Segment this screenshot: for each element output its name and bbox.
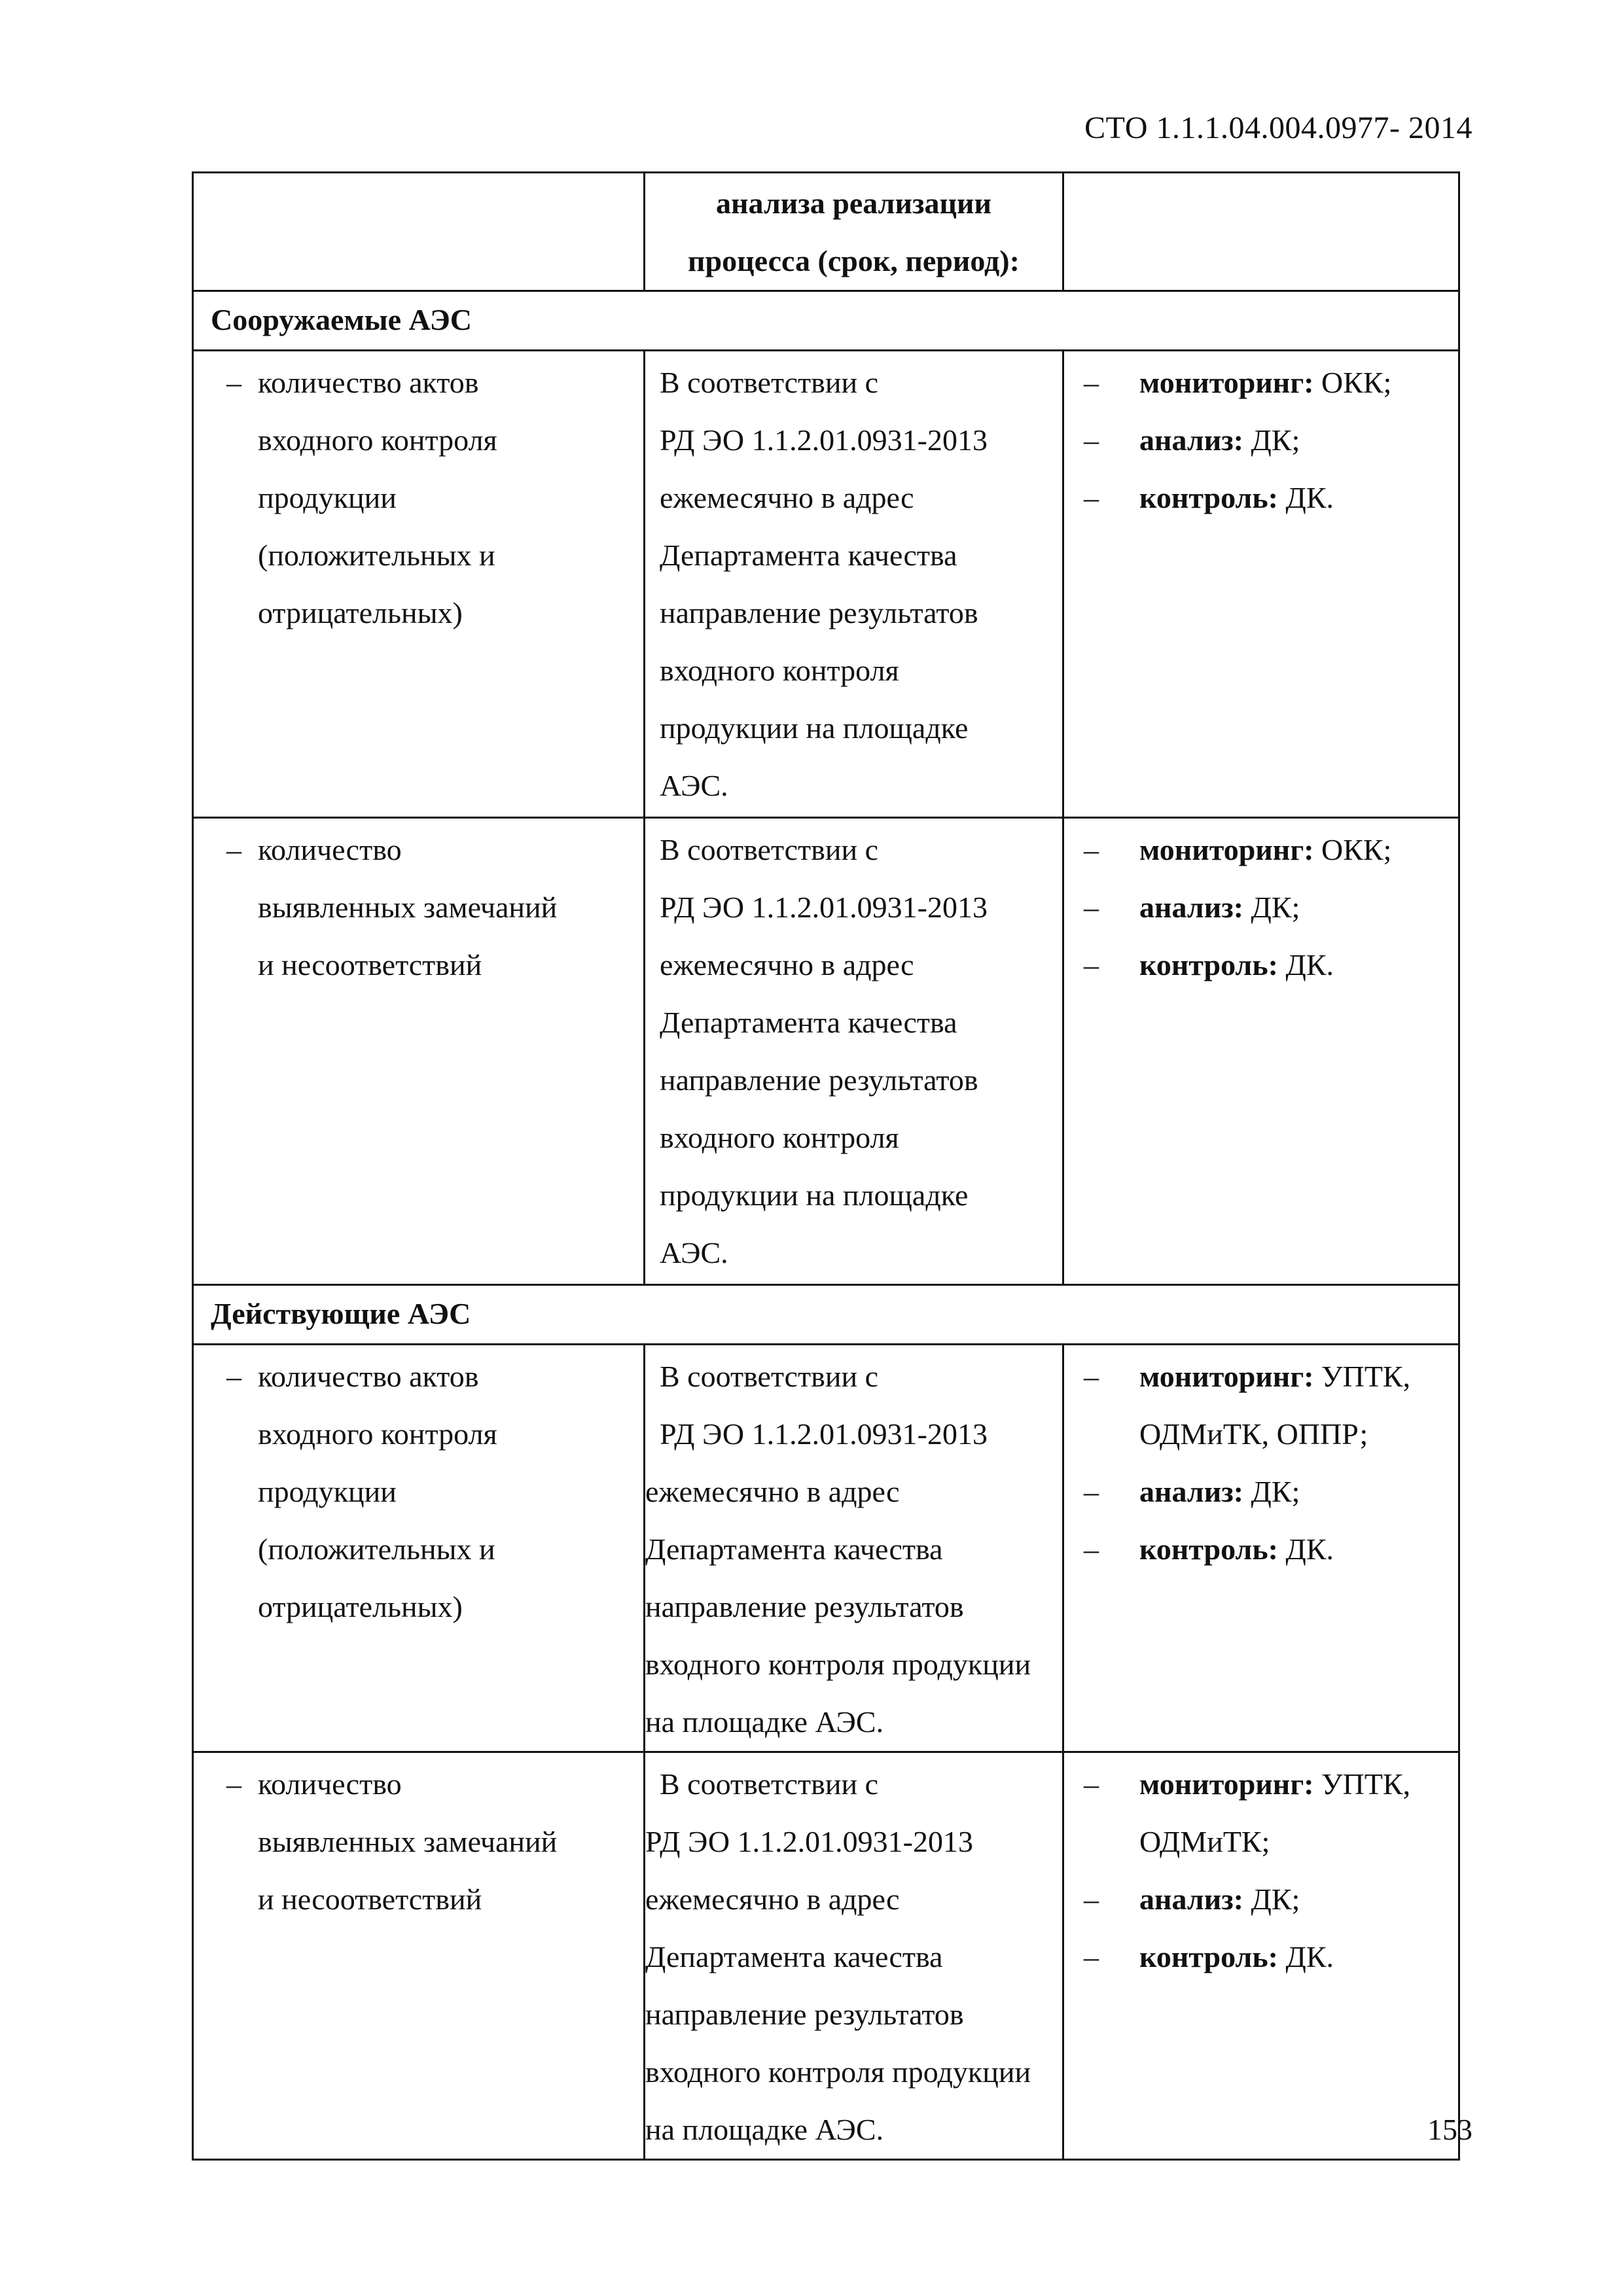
list-dash: –	[1084, 891, 1099, 924]
list-dash: –	[1084, 1940, 1099, 1973]
header-line: анализа реализации	[716, 186, 991, 220]
list-dash: –	[226, 366, 241, 399]
list-dash: –	[226, 1360, 241, 1393]
description-line: Департамента качества	[645, 1532, 943, 1566]
description-line: РД ЭО 1.1.2.01.0931-2013	[645, 1825, 973, 1858]
responsibility-label: анализ:	[1139, 423, 1244, 457]
description-line: ежемесячно в адрес	[645, 1475, 900, 1508]
header-cell-indicator	[193, 173, 645, 291]
list-dash: –	[1084, 833, 1099, 866]
responsibility-value: ДК;	[1243, 1475, 1300, 1508]
responsibility-cell	[1063, 818, 1459, 1285]
indicator-cell	[193, 351, 645, 818]
responsibility-item	[1084, 1928, 1458, 1986]
description-line: РД ЭО 1.1.2.01.0931-2013	[660, 1417, 988, 1451]
list-dash: –	[1084, 1360, 1099, 1393]
description-line: входного контроля продукции	[645, 2055, 1031, 2089]
description-cell	[645, 1345, 1063, 1752]
responsibility-value: ДК.	[1278, 481, 1334, 514]
description-line: ежемесячно в адрес	[660, 481, 914, 514]
responsibility-item	[1084, 354, 1458, 412]
description-line: Департамента качества	[660, 1006, 957, 1039]
description-line: В соответствии с	[660, 1360, 879, 1393]
indicator-line: количество	[258, 1767, 402, 1801]
header-cell-responsibility	[1063, 173, 1459, 291]
responsibility-item	[1084, 936, 1458, 994]
responsibility-value: ДК.	[1278, 1940, 1334, 1973]
indicator-line: и несоответствий	[258, 948, 482, 981]
description-line: ежемесячно в адрес	[645, 1882, 900, 1916]
indicator-line: отрицательных)	[258, 596, 463, 629]
responsibility-label: мониторинг:	[1139, 833, 1314, 866]
description-line: РД ЭО 1.1.2.01.0931-2013	[660, 891, 988, 924]
responsibility-value: ДК;	[1243, 891, 1300, 924]
responsibility-label: контроль:	[1139, 948, 1278, 981]
description-line: продукции на площадке	[660, 711, 969, 745]
responsibility-cell	[1063, 1752, 1459, 2160]
responsibility-value: ДК;	[1243, 1882, 1300, 1916]
description-line: В соответствии с	[660, 1767, 879, 1801]
list-dash: –	[1084, 1532, 1099, 1566]
responsibility-value: ОКК;	[1313, 833, 1392, 866]
indicator-line: отрицательных)	[258, 1590, 463, 1623]
indicator-line: и несоответствий	[258, 1882, 482, 1916]
section-title: Действующие АЭС	[211, 1297, 471, 1330]
responsibility-item	[1084, 1756, 1458, 1813]
table-row	[193, 351, 1459, 818]
description-line: РД ЭО 1.1.2.01.0931-2013	[660, 423, 988, 457]
responsibility-item	[1084, 821, 1458, 879]
responsibility-label: анализ:	[1139, 891, 1244, 924]
list-dash: –	[1084, 1475, 1099, 1508]
list-dash: –	[226, 833, 241, 866]
responsibility-item	[1084, 1521, 1458, 1578]
description-cell	[645, 351, 1063, 818]
responsibility-label: мониторинг:	[1139, 366, 1314, 399]
responsibility-label: мониторинг:	[1139, 1767, 1314, 1801]
description-line: направление результатов	[660, 1063, 978, 1097]
indicator-line: продукции	[258, 1475, 397, 1508]
section-header-cell	[193, 1285, 1459, 1345]
indicator-line: количество актов	[258, 366, 479, 399]
table-header-row	[193, 173, 1459, 291]
responsibility-item	[1084, 1405, 1458, 1463]
responsibility-label: контроль:	[1139, 1532, 1278, 1566]
description-line: Департамента качества	[660, 539, 957, 572]
description-cell	[645, 818, 1063, 1285]
responsibility-item	[1084, 1348, 1458, 1405]
description-line: на площадке АЭС.	[645, 1705, 884, 1739]
indicator-cell	[193, 1345, 645, 1752]
header-line: процесса (срок, период):	[688, 244, 1020, 277]
list-dash: –	[1084, 423, 1099, 457]
list-dash	[1084, 1813, 1139, 1871]
responsibility-label: контроль:	[1139, 481, 1278, 514]
table-row	[193, 818, 1459, 1285]
list-dash: –	[226, 1767, 241, 1801]
description-line: ежемесячно в адрес	[660, 948, 914, 981]
list-dash: –	[1084, 1767, 1099, 1801]
header-cell-analysis	[645, 173, 1063, 291]
description-line: направление результатов	[660, 596, 978, 629]
responsibility-label: анализ:	[1139, 1882, 1244, 1916]
document-code: СТО 1.1.1.04.004.0977- 2014	[1084, 111, 1472, 145]
responsibility-item	[1084, 1463, 1458, 1521]
responsibility-item	[1084, 1871, 1458, 1928]
description-line: АЭС.	[660, 769, 728, 802]
section-header-cell	[193, 291, 1459, 351]
description-line: на площадке АЭС.	[645, 2113, 884, 2146]
responsibility-value: ДК;	[1243, 423, 1300, 457]
description-line: входного контроля продукции	[645, 1648, 1031, 1681]
section-header-row	[193, 291, 1459, 351]
indicator-line: выявленных замечаний	[258, 1825, 558, 1858]
table-row	[193, 1345, 1459, 1752]
indicator-line: продукции	[258, 481, 397, 514]
indicator-line: (положительных и	[258, 539, 495, 572]
description-line: продукции на площадке	[660, 1178, 969, 1212]
description-line: направление результатов	[645, 1590, 964, 1623]
responsibility-label: мониторинг:	[1139, 1360, 1314, 1393]
description-line: АЭС.	[660, 1236, 728, 1269]
description-line: В соответствии с	[660, 366, 879, 399]
section-title: Сооружаемые АЭС	[211, 303, 473, 336]
description-line: входного контроля	[660, 1121, 899, 1154]
responsibility-label: контроль:	[1139, 1940, 1278, 1973]
indicator-line: (положительных и	[258, 1532, 495, 1566]
list-dash: –	[1084, 481, 1099, 514]
indicator-cell	[193, 1752, 645, 2160]
description-line: В соответствии с	[660, 833, 879, 866]
indicator-cell	[193, 818, 645, 1285]
responsibility-label: анализ:	[1139, 1475, 1244, 1508]
responsibility-value: УПТК,	[1313, 1360, 1411, 1393]
responsibility-value: ДК.	[1278, 948, 1334, 981]
responsibility-cell	[1063, 351, 1459, 818]
indicator-line: входного контроля	[258, 1417, 497, 1451]
responsibility-value: ОДМиТК;	[1139, 1825, 1270, 1858]
responsibility-value: УПТК,	[1313, 1767, 1411, 1801]
list-dash: –	[1084, 948, 1099, 981]
indicator-line: выявленных замечаний	[258, 891, 558, 924]
description-line: Департамента качества	[645, 1940, 943, 1973]
responsibility-item	[1084, 412, 1458, 469]
description-cell	[645, 1752, 1063, 2160]
indicator-line: входного контроля	[258, 423, 497, 457]
indicator-line: количество актов	[258, 1360, 479, 1393]
responsibility-value: ДК.	[1278, 1532, 1334, 1566]
table-row	[193, 1752, 1459, 2160]
responsibility-value: ОДМиТК, ОППР;	[1139, 1417, 1368, 1451]
responsibility-item	[1084, 879, 1458, 936]
list-dash	[1084, 1405, 1139, 1463]
quality-monitoring-table	[192, 171, 1460, 2161]
description-line: входного контроля	[660, 654, 899, 687]
description-line: направление результатов	[645, 1998, 964, 2031]
list-dash: –	[1084, 366, 1099, 399]
indicator-line: количество	[258, 833, 402, 866]
list-dash: –	[1084, 1882, 1099, 1916]
responsibility-cell	[1063, 1345, 1459, 1752]
page-number: 153	[1427, 2113, 1472, 2146]
section-header-row	[193, 1285, 1459, 1345]
responsibility-item	[1084, 1813, 1458, 1871]
responsibility-value: ОКК;	[1313, 366, 1392, 399]
responsibility-item	[1084, 469, 1458, 527]
